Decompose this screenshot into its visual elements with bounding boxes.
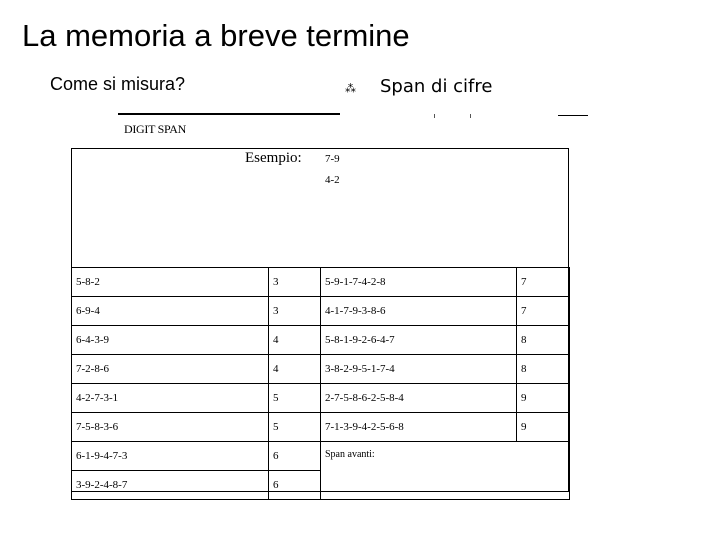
digit-sequence-table bbox=[71, 267, 570, 500]
sequence-cell: 2-7-5-8-6-2-5-8-4 bbox=[321, 384, 517, 413]
sequence-cell: 7-1-3-9-4-2-5-6-8 bbox=[321, 413, 517, 442]
table-row bbox=[72, 355, 570, 384]
sequence-cell: 3-9-2-4-8-7 bbox=[72, 471, 269, 500]
sequence-cell: 4-1-7-9-3-8-6 bbox=[321, 297, 517, 326]
sequence-cell: 5-9-1-7-4-2-8 bbox=[321, 268, 517, 297]
span-label: Span di cifre bbox=[380, 76, 493, 97]
sequence-cell: 5-8-1-9-2-6-4-7 bbox=[321, 326, 517, 355]
tick-mark bbox=[470, 114, 471, 118]
digit-span-heading: DIGIT SPAN bbox=[124, 122, 187, 136]
sequence-cell: 4-2-7-3-1 bbox=[72, 384, 269, 413]
table-row bbox=[72, 297, 570, 326]
length-cell: 6 bbox=[269, 442, 321, 471]
example-label: Esempio: bbox=[245, 150, 302, 166]
length-cell: 9 bbox=[517, 384, 570, 413]
table-row bbox=[72, 413, 570, 442]
example-line: 4-2 bbox=[325, 174, 340, 186]
length-cell: 4 bbox=[269, 326, 321, 355]
table-row bbox=[72, 384, 570, 413]
sequence-cell: 5-8-2 bbox=[72, 268, 269, 297]
tick-mark bbox=[434, 114, 435, 118]
length-cell: 5 bbox=[269, 384, 321, 413]
length-cell: 7 bbox=[517, 297, 570, 326]
heading-rule bbox=[118, 113, 340, 115]
example-line: 7-9 bbox=[325, 153, 340, 165]
length-cell: 5 bbox=[269, 413, 321, 442]
table-row bbox=[72, 268, 570, 297]
length-cell: 7 bbox=[517, 268, 570, 297]
sequence-cell: 3-8-2-9-5-1-7-4 bbox=[321, 355, 517, 384]
length-cell: 3 bbox=[269, 268, 321, 297]
length-cell: 4 bbox=[269, 355, 321, 384]
table-row bbox=[72, 326, 570, 355]
table-row bbox=[72, 442, 570, 471]
length-cell: 8 bbox=[517, 326, 570, 355]
span-avanti-label: Span avanti: bbox=[325, 449, 375, 460]
length-cell: 6 bbox=[269, 471, 321, 500]
sequence-cell: 6-9-4 bbox=[72, 297, 269, 326]
slide-subtitle: Come si misura? bbox=[50, 74, 186, 94]
sequence-cell: 7-2-8-6 bbox=[72, 355, 269, 384]
heading-rule-right bbox=[558, 115, 588, 116]
bullet-icon: ⁂ bbox=[345, 83, 356, 95]
sequence-cell: 6-4-3-9 bbox=[72, 326, 269, 355]
sequence-cell: 6-1-9-4-7-3 bbox=[72, 442, 269, 471]
length-cell: 9 bbox=[517, 413, 570, 442]
slide-title: La memoria a breve termine bbox=[22, 18, 410, 53]
span-avanti-cell bbox=[321, 442, 570, 500]
length-cell: 3 bbox=[269, 297, 321, 326]
sequence-cell: 7-5-8-3-6 bbox=[72, 413, 269, 442]
length-cell: 8 bbox=[517, 355, 570, 384]
